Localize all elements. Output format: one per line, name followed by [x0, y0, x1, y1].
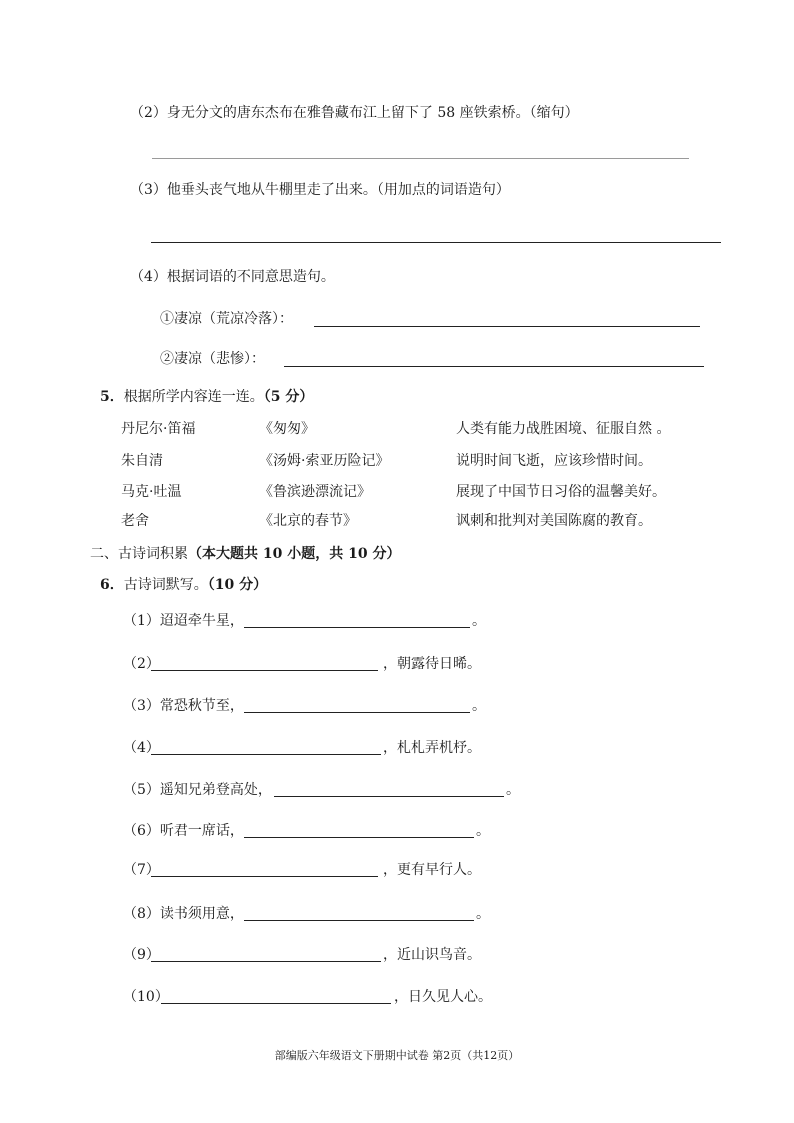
q5-work: 《鲁滨逊漂流记》 — [259, 484, 371, 500]
q6-line-8-end: 。 — [476, 906, 490, 922]
q6-line-number: （7） — [123, 862, 160, 878]
page-footer: 部编版六年级语文下册期中试卷 第2页（共12页） — [274, 1049, 520, 1062]
q6-line-number: （4） — [123, 740, 160, 756]
q6-line-prompt: 听君一席话， — [159, 823, 244, 839]
q5-meaning: 讽刺和批判对美国陈腐的教育。 — [456, 513, 652, 529]
q5-meaning: 人类有能力战胜困境、征服自然 。 — [456, 421, 671, 437]
q5-author: 丹尼尔·笛福 — [121, 421, 196, 437]
q6-line-number: （6） — [123, 823, 160, 839]
q6-line-4-blank[interactable] — [151, 754, 381, 755]
q4-4-item-1-answer-line[interactable] — [314, 326, 700, 327]
q6-line-5-blank[interactable] — [274, 796, 504, 797]
q5-text: 根据所学内容连一连。 — [123, 389, 264, 405]
q4-4-line — [130, 268, 335, 286]
q6-score: （10 分） — [207, 577, 268, 593]
q4-3-answer-line[interactable] — [151, 242, 721, 243]
q6-line-2-end: ，朝露待日晞。 — [383, 656, 481, 672]
q6-line-prompt: 迢迢牵牛星， — [159, 613, 244, 629]
q6-line-9-end: ，近山识鸟音。 — [383, 947, 481, 963]
q4-3-requirement: （用加点的词语造句） — [376, 182, 510, 198]
q6-line-3-blank[interactable] — [244, 712, 470, 713]
q4-2-requirement: （缩句） — [529, 105, 579, 121]
q5-author: 朱自清 — [121, 453, 163, 469]
q4-2-line — [130, 104, 579, 122]
q6-line-number: （9） — [123, 947, 160, 963]
q6-line-3 — [123, 697, 244, 715]
q6-line-number: （5） — [123, 782, 160, 798]
q6-line-2-blank[interactable] — [151, 670, 378, 671]
q6-line-1 — [123, 612, 244, 630]
q4-2-answer-line[interactable] — [152, 158, 689, 159]
q6-line-prompt: 遥知兄弟登高处， — [159, 782, 272, 798]
q6-number: 6． — [100, 577, 124, 593]
q6-heading — [100, 576, 267, 594]
q6-line-10-blank[interactable] — [161, 1003, 391, 1004]
q5-heading — [100, 388, 313, 406]
q6-line-6-end: 。 — [476, 823, 490, 839]
q6-line-7-blank[interactable] — [151, 876, 378, 877]
q6-text: 古诗词默写。 — [123, 577, 208, 593]
q5-work: 《北京的春节》 — [259, 513, 357, 529]
section-2-note: （本大题共 10 小题，共 10 分） — [188, 546, 401, 562]
q4-3-number: （3） — [130, 182, 167, 198]
section-2-title: 二、古诗词积累 — [90, 546, 188, 562]
q4-2-number: （2） — [130, 105, 167, 121]
q5-meaning: 展现了中国节日习俗的温馨美好。 — [456, 484, 666, 500]
q5-score: （5 分） — [263, 389, 314, 405]
q5-author: 老舍 — [121, 513, 149, 529]
q4-4-item-2: ②凄凉（悲惨）： — [160, 351, 265, 367]
q6-line-number: （10） — [123, 989, 169, 1005]
q5-author: 马克·吐温 — [121, 484, 182, 500]
q6-line-5-end: 。 — [506, 782, 520, 798]
q6-line-5 — [123, 781, 272, 799]
q4-2-text: 身无分文的唐东杰布在雅鲁藏布江上留下了 58 座铁索桥。 — [166, 105, 530, 121]
q4-3-text: 他垂头丧气地从牛棚里走了出来。 — [166, 182, 377, 198]
q6-line-number: （3） — [123, 698, 160, 714]
q6-line-9-blank[interactable] — [151, 961, 381, 962]
q4-4-number: （4） — [130, 269, 167, 285]
q6-line-prompt: 常恐秋节至， — [159, 698, 244, 714]
q4-3-line — [130, 181, 510, 199]
q4-4-text: 根据词语的不同意思造句。 — [166, 269, 335, 285]
q6-line-8 — [123, 905, 244, 923]
q5-work: 《汤姆·索亚历险记》 — [259, 453, 390, 469]
q6-line-7-end: ，更有早行人。 — [383, 862, 481, 878]
q5-meaning: 说明时间飞逝，应该珍惜时间。 — [456, 453, 652, 469]
q6-line-1-blank[interactable] — [244, 627, 470, 628]
q6-line-10-end: ，日久见人心。 — [394, 989, 492, 1005]
q6-line-8-blank[interactable] — [244, 920, 474, 921]
q6-line-6-blank[interactable] — [244, 837, 474, 838]
q6-line-1-end: 。 — [472, 613, 486, 629]
q4-4-item-2-answer-line[interactable] — [284, 366, 704, 367]
q6-line-number: （8） — [123, 906, 160, 922]
q6-line-3-end: 。 — [472, 698, 486, 714]
q6-line-6 — [123, 822, 244, 840]
q4-4-item-1: ①凄凉（荒凉冷落）： — [160, 311, 293, 327]
q6-line-number: （2） — [123, 656, 160, 672]
q6-line-number: （1） — [123, 613, 160, 629]
q6-line-prompt: 读书须用意， — [159, 906, 244, 922]
q5-work: 《匆匆》 — [259, 421, 315, 437]
q6-line-4-end: ，札札弄机杼。 — [383, 740, 481, 756]
section-2-heading — [90, 545, 400, 563]
q5-number: 5． — [100, 389, 124, 405]
